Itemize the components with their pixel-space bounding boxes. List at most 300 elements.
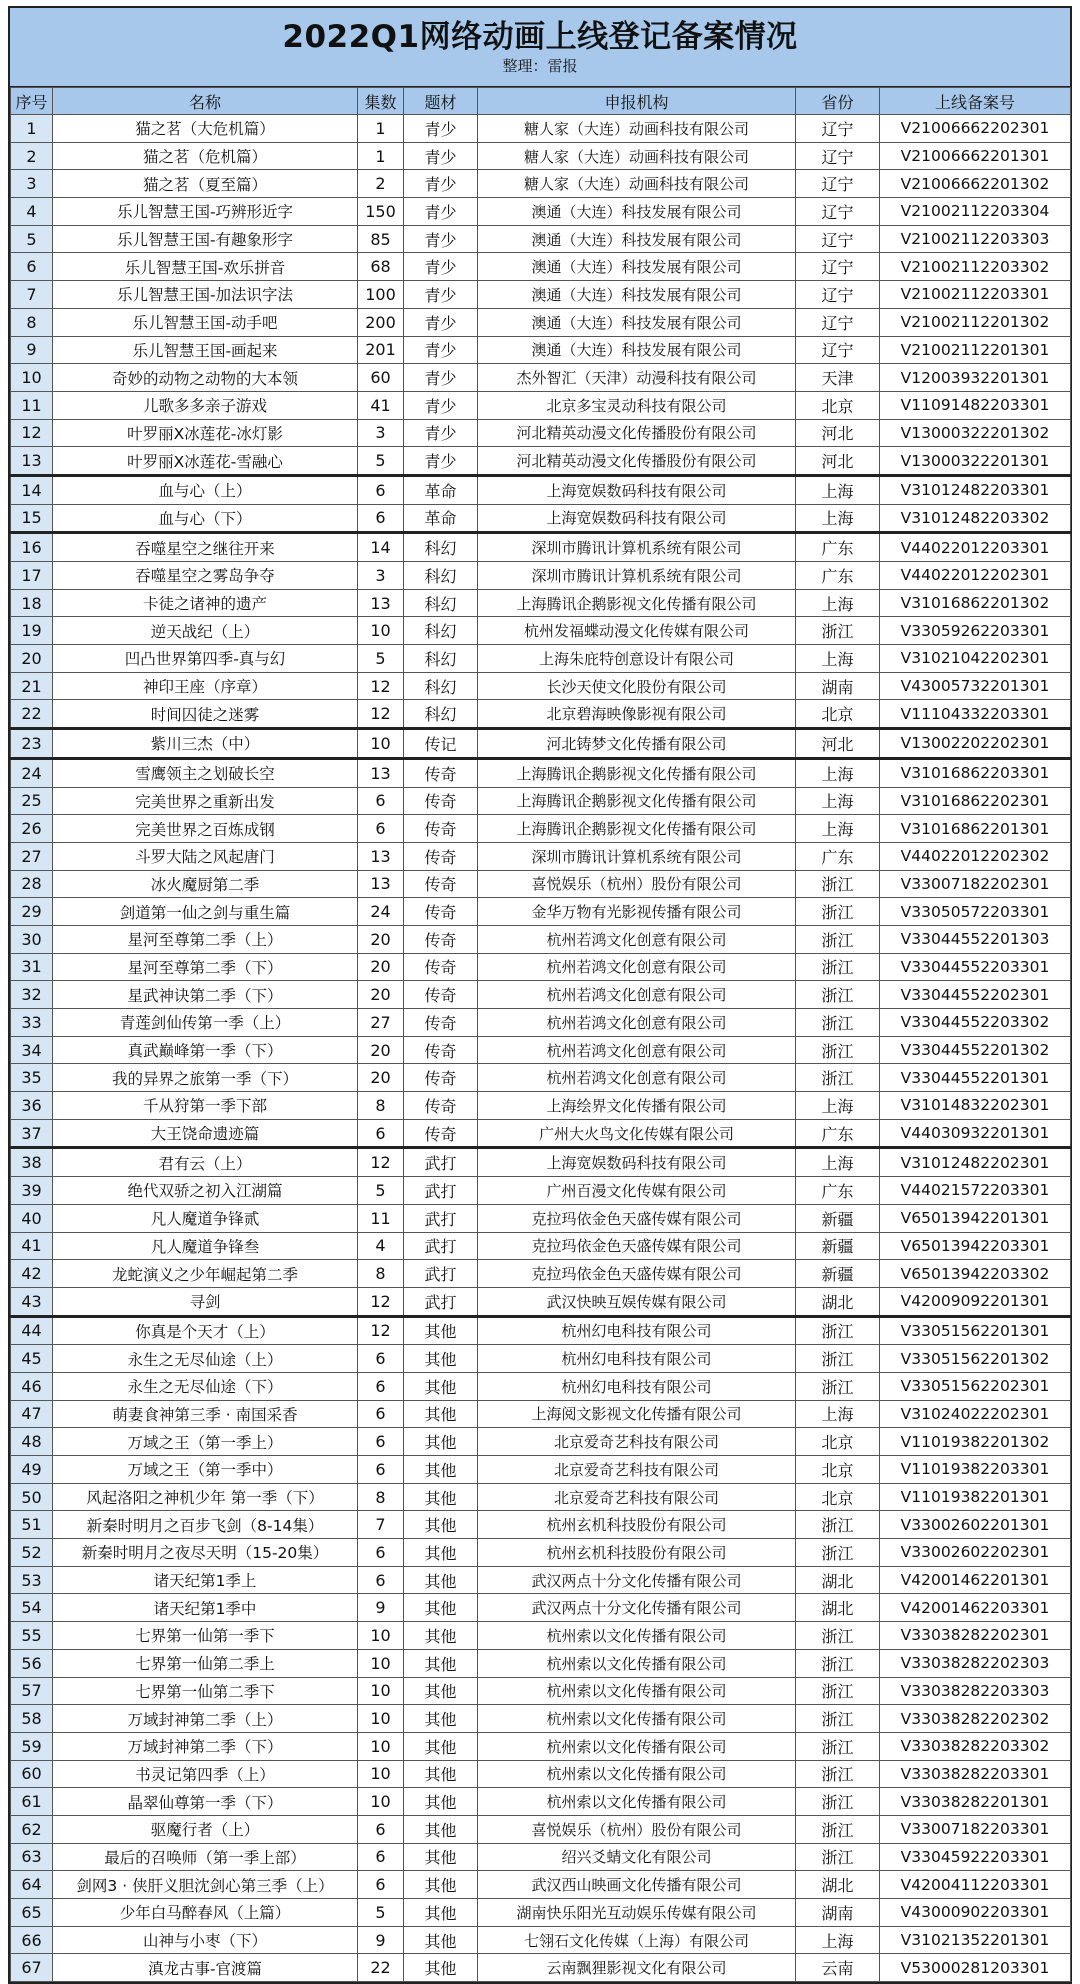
episodes-cell: 10 <box>358 617 404 645</box>
animation-name-cell: 新秦时明月之夜尽天明（15-20集） <box>53 1539 358 1567</box>
row-index-cell: 33 <box>11 1009 53 1037</box>
record-number-cell: V33002602202301 <box>880 1539 1071 1567</box>
row-index-cell: 30 <box>11 925 53 953</box>
record-number-cell: V65013942203301 <box>880 1232 1071 1260</box>
record-number-cell: V65013942203302 <box>880 1260 1071 1288</box>
organization-cell: 克拉玛依金色天盛传媒有限公司 <box>478 1204 796 1232</box>
genre-cell: 其他 <box>404 1400 478 1428</box>
province-cell: 湖南 <box>796 672 880 700</box>
row-index-cell: 66 <box>11 1926 53 1954</box>
genre-cell: 青少 <box>404 253 478 281</box>
organization-cell: 澳通（大连）科技发展有限公司 <box>478 253 796 281</box>
animation-name-cell: 风起洛阳之神机少年 第一季（下） <box>53 1483 358 1511</box>
row-index-cell: 19 <box>11 617 53 645</box>
province-cell: 上海 <box>796 475 880 504</box>
organization-cell: 杭州若鸿文化创意有限公司 <box>478 925 796 953</box>
table-header <box>11 88 1071 115</box>
episodes-cell: 10 <box>358 1732 404 1760</box>
genre-cell: 传奇 <box>404 1092 478 1120</box>
table-row <box>11 1316 1071 1345</box>
genre-cell: 科幻 <box>404 617 478 645</box>
row-index-cell: 1 <box>11 115 53 143</box>
animation-name-cell: 斗罗大陆之风起唐门 <box>53 842 358 870</box>
organization-cell: 上海宽娱数码科技有限公司 <box>478 504 796 533</box>
province-cell: 上海 <box>796 1400 880 1428</box>
page-subtitle: 整理：雷报 <box>502 57 578 75</box>
organization-cell: 长沙天使文化股份有限公司 <box>478 672 796 700</box>
animation-name-cell: 万域封神第二季（上） <box>53 1705 358 1733</box>
province-cell: 新疆 <box>796 1232 880 1260</box>
organization-cell: 绍兴爻蜻文化有限公司 <box>478 1843 796 1871</box>
organization-cell: 杭州若鸿文化创意有限公司 <box>478 1036 796 1064</box>
province-cell: 辽宁 <box>796 170 880 198</box>
animation-name-cell: 寻剑 <box>53 1287 358 1316</box>
record-number-cell: V44022012203301 <box>880 533 1071 562</box>
row-index-cell: 17 <box>11 562 53 590</box>
row-index-cell: 39 <box>11 1177 53 1205</box>
genre-cell: 其他 <box>404 1815 478 1843</box>
animation-name-cell: 永生之无尽仙途（上） <box>53 1345 358 1373</box>
genre-cell: 其他 <box>404 1677 478 1705</box>
genre-cell: 青少 <box>404 115 478 143</box>
row-index-cell: 64 <box>11 1871 53 1899</box>
episodes-cell: 7 <box>358 1511 404 1539</box>
record-number-cell: V11091482203301 <box>880 391 1071 419</box>
animation-name-cell: 乐儿智慧王国-欢乐拼音 <box>53 253 358 281</box>
row-index-cell: 35 <box>11 1064 53 1092</box>
animation-name-cell: 真武巅峰第一季（下） <box>53 1036 358 1064</box>
table-row <box>11 336 1071 364</box>
row-index-cell: 10 <box>11 364 53 392</box>
record-number-cell: V13000322201302 <box>880 419 1071 447</box>
record-number-cell: V33051562201302 <box>880 1345 1071 1373</box>
table-row <box>11 1260 1071 1288</box>
genre-cell: 其他 <box>404 1843 478 1871</box>
record-number-cell: V21002112203303 <box>880 225 1071 253</box>
table-row <box>11 1843 1071 1871</box>
row-index-cell: 57 <box>11 1677 53 1705</box>
record-number-cell: V33038282202301 <box>880 1622 1071 1650</box>
row-index-cell: 41 <box>11 1232 53 1260</box>
animation-name-cell: 叶罗丽X冰莲花-冰灯影 <box>53 419 358 447</box>
table-row <box>11 142 1071 170</box>
animation-name-cell: 最后的召唤师（第一季上部） <box>53 1843 358 1871</box>
record-number-cell: V33044552203301 <box>880 953 1071 981</box>
episodes-cell: 68 <box>358 253 404 281</box>
table-row <box>11 1287 1071 1316</box>
record-number-cell: V31016862201302 <box>880 589 1071 617</box>
episodes-cell: 6 <box>358 1843 404 1871</box>
column-header-name: 名称 <box>53 88 358 115</box>
episodes-cell: 150 <box>358 198 404 226</box>
episodes-cell: 24 <box>358 898 404 926</box>
record-number-cell: V21006662201302 <box>880 170 1071 198</box>
organization-cell: 澳通（大连）科技发展有限公司 <box>478 225 796 253</box>
episodes-cell: 5 <box>358 447 404 476</box>
organization-cell: 杭州幻电科技有限公司 <box>478 1345 796 1373</box>
episodes-cell: 10 <box>358 1677 404 1705</box>
column-header-episodes: 集数 <box>358 88 404 115</box>
table-row <box>11 198 1071 226</box>
record-number-cell: V33044552203302 <box>880 1009 1071 1037</box>
episodes-cell: 8 <box>358 1260 404 1288</box>
episodes-cell: 6 <box>358 1566 404 1594</box>
organization-cell: 广州大火鸟文化传媒有限公司 <box>478 1119 796 1148</box>
episodes-cell: 4 <box>358 1232 404 1260</box>
province-cell: 辽宁 <box>796 336 880 364</box>
genre-cell: 传记 <box>404 729 478 759</box>
genre-cell: 青少 <box>404 281 478 309</box>
genre-cell: 其他 <box>404 1732 478 1760</box>
record-number-cell: V33045922203301 <box>880 1843 1071 1871</box>
genre-cell: 青少 <box>404 364 478 392</box>
table-row <box>11 1594 1071 1622</box>
table-row <box>11 1760 1071 1788</box>
table-row <box>11 898 1071 926</box>
province-cell: 北京 <box>796 700 880 729</box>
table-row <box>11 1232 1071 1260</box>
animation-name-cell: 星河至尊第二季（下） <box>53 953 358 981</box>
organization-cell: 上海宽娱数码科技有限公司 <box>478 475 796 504</box>
record-number-cell: V21002112203304 <box>880 198 1071 226</box>
organization-cell: 杭州若鸿文化创意有限公司 <box>478 953 796 981</box>
genre-cell: 传奇 <box>404 758 478 787</box>
genre-cell: 其他 <box>404 1788 478 1816</box>
table-row <box>11 1400 1071 1428</box>
episodes-cell: 9 <box>358 1926 404 1954</box>
organization-cell: 杭州索以文化传播有限公司 <box>478 1705 796 1733</box>
episodes-cell: 12 <box>358 700 404 729</box>
record-number-cell: V11019382201302 <box>880 1428 1071 1456</box>
animation-name-cell: 冰火魔厨第二季 <box>53 870 358 898</box>
province-cell: 河北 <box>796 729 880 759</box>
animation-name-cell: 晶翠仙尊第一季（下） <box>53 1788 358 1816</box>
organization-cell: 喜悦娱乐（杭州）股份有限公司 <box>478 870 796 898</box>
table-row <box>11 1677 1071 1705</box>
record-number-cell: V33044552202301 <box>880 981 1071 1009</box>
genre-cell: 其他 <box>404 1539 478 1567</box>
animation-name-cell: 凹凸世界第四季-真与幻 <box>53 645 358 673</box>
organization-cell: 杭州若鸿文化创意有限公司 <box>478 981 796 1009</box>
row-index-cell: 58 <box>11 1705 53 1733</box>
episodes-cell: 10 <box>358 1705 404 1733</box>
animation-name-cell: 乐儿智慧王国-画起来 <box>53 336 358 364</box>
record-number-cell: V33050572203301 <box>880 898 1071 926</box>
genre-cell: 青少 <box>404 336 478 364</box>
table-row <box>11 815 1071 843</box>
row-index-cell: 62 <box>11 1815 53 1843</box>
organization-cell: 杭州索以文化传播有限公司 <box>478 1677 796 1705</box>
row-index-cell: 60 <box>11 1760 53 1788</box>
table-row <box>11 364 1071 392</box>
table-row <box>11 981 1071 1009</box>
province-cell: 浙江 <box>796 1760 880 1788</box>
episodes-cell: 8 <box>358 1483 404 1511</box>
episodes-cell: 6 <box>358 815 404 843</box>
animation-name-cell: 神印王座（序章） <box>53 672 358 700</box>
row-index-cell: 45 <box>11 1345 53 1373</box>
province-cell: 上海 <box>796 815 880 843</box>
row-index-cell: 34 <box>11 1036 53 1064</box>
row-index-cell: 47 <box>11 1400 53 1428</box>
organization-cell: 北京碧海映像影视有限公司 <box>478 700 796 729</box>
province-cell: 湖北 <box>796 1594 880 1622</box>
row-index-cell: 18 <box>11 589 53 617</box>
organization-cell: 杭州若鸿文化创意有限公司 <box>478 1064 796 1092</box>
province-cell: 浙江 <box>796 981 880 1009</box>
province-cell: 上海 <box>796 1092 880 1120</box>
episodes-cell: 6 <box>358 1428 404 1456</box>
table-row <box>11 115 1071 143</box>
record-number-cell: V21002112201301 <box>880 336 1071 364</box>
province-cell: 浙江 <box>796 1064 880 1092</box>
genre-cell: 武打 <box>404 1260 478 1288</box>
organization-cell: 深圳市腾讯计算机系统有限公司 <box>478 533 796 562</box>
row-index-cell: 11 <box>11 391 53 419</box>
genre-cell: 其他 <box>404 1483 478 1511</box>
province-cell: 辽宁 <box>796 198 880 226</box>
province-cell: 浙江 <box>796 1732 880 1760</box>
episodes-cell: 6 <box>358 1119 404 1148</box>
episodes-cell: 22 <box>358 1954 404 1982</box>
table-row <box>11 504 1071 533</box>
table-row <box>11 1345 1071 1373</box>
genre-cell: 传奇 <box>404 953 478 981</box>
organization-cell: 上海腾讯企鹅影视文化传播有限公司 <box>478 787 796 815</box>
province-cell: 浙江 <box>796 617 880 645</box>
animation-name-cell: 猫之茗（危机篇） <box>53 142 358 170</box>
record-number-cell: V33044552201301 <box>880 1064 1071 1092</box>
episodes-cell: 201 <box>358 336 404 364</box>
genre-cell: 传奇 <box>404 870 478 898</box>
genre-cell: 其他 <box>404 1954 478 1982</box>
animation-name-cell: 山神与小枣（下） <box>53 1926 358 1954</box>
animation-name-cell: 剑道第一仙之剑与重生篇 <box>53 898 358 926</box>
genre-cell: 传奇 <box>404 842 478 870</box>
animation-name-cell: 乐儿智慧王国-有趣象形字 <box>53 225 358 253</box>
episodes-cell: 20 <box>358 953 404 981</box>
animation-name-cell: 君有云（上） <box>53 1148 358 1177</box>
province-cell: 辽宁 <box>796 281 880 309</box>
table-row <box>11 1732 1071 1760</box>
animation-name-cell: 万域之王（第一季上） <box>53 1428 358 1456</box>
record-number-cell: V11019382203301 <box>880 1456 1071 1484</box>
organization-cell: 杭州玄机科技股份有限公司 <box>478 1539 796 1567</box>
genre-cell: 其他 <box>404 1566 478 1594</box>
province-cell: 广东 <box>796 562 880 590</box>
row-index-cell: 52 <box>11 1539 53 1567</box>
record-number-cell: V33038282203301 <box>880 1760 1071 1788</box>
genre-cell: 青少 <box>404 308 478 336</box>
table-row <box>11 1511 1071 1539</box>
row-index-cell: 12 <box>11 419 53 447</box>
row-index-cell: 14 <box>11 475 53 504</box>
row-index-cell: 6 <box>11 253 53 281</box>
record-number-cell: V42004112203301 <box>880 1871 1071 1899</box>
table-row <box>11 1428 1071 1456</box>
episodes-cell: 10 <box>358 1788 404 1816</box>
row-index-cell: 3 <box>11 170 53 198</box>
genre-cell: 武打 <box>404 1148 478 1177</box>
animation-name-cell: 万域之王（第一季中） <box>53 1456 358 1484</box>
animation-name-cell: 七界第一仙第一季下 <box>53 1622 358 1650</box>
organization-cell: 杭州索以文化传播有限公司 <box>478 1760 796 1788</box>
genre-cell: 其他 <box>404 1705 478 1733</box>
organization-cell: 喜悦娱乐（杭州）股份有限公司 <box>478 1815 796 1843</box>
row-index-cell: 49 <box>11 1456 53 1484</box>
organization-cell: 武汉快映互娱传媒有限公司 <box>478 1287 796 1316</box>
province-cell: 上海 <box>796 1926 880 1954</box>
organization-cell: 克拉玛依金色天盛传媒有限公司 <box>478 1232 796 1260</box>
episodes-cell: 6 <box>358 1345 404 1373</box>
province-cell: 浙江 <box>796 925 880 953</box>
row-index-cell: 26 <box>11 815 53 843</box>
record-number-cell: V31016862202301 <box>880 787 1071 815</box>
record-number-cell: V31012482203302 <box>880 504 1071 533</box>
table-row <box>11 842 1071 870</box>
animation-name-cell: 萌妻食神第三季 · 南国采香 <box>53 1400 358 1428</box>
row-index-cell: 56 <box>11 1649 53 1677</box>
table-row <box>11 672 1071 700</box>
province-cell: 浙江 <box>796 953 880 981</box>
province-cell: 辽宁 <box>796 308 880 336</box>
row-index-cell: 16 <box>11 533 53 562</box>
episodes-cell: 13 <box>358 758 404 787</box>
episodes-cell: 5 <box>358 1177 404 1205</box>
animation-name-cell: 血与心（上） <box>53 475 358 504</box>
column-header-organization: 申报机构 <box>478 88 796 115</box>
province-cell: 上海 <box>796 645 880 673</box>
genre-cell: 科幻 <box>404 700 478 729</box>
genre-cell: 传奇 <box>404 787 478 815</box>
table-row <box>11 475 1071 504</box>
animation-name-cell: 完美世界之重新出发 <box>53 787 358 815</box>
organization-cell: 杭州索以文化传播有限公司 <box>478 1622 796 1650</box>
episodes-cell: 13 <box>358 589 404 617</box>
row-index-cell: 53 <box>11 1566 53 1594</box>
province-cell: 天津 <box>796 364 880 392</box>
animation-name-cell: 七界第一仙第二季上 <box>53 1649 358 1677</box>
record-number-cell: V33038282202302 <box>880 1705 1071 1733</box>
record-number-cell: V31021352201301 <box>880 1926 1071 1954</box>
genre-cell: 其他 <box>404 1372 478 1400</box>
province-cell: 浙江 <box>796 1705 880 1733</box>
animation-name-cell: 少年白马醉春风（上篇） <box>53 1899 358 1927</box>
row-index-cell: 36 <box>11 1092 53 1120</box>
organization-cell: 广州百漫文化传媒有限公司 <box>478 1177 796 1205</box>
episodes-cell: 3 <box>358 419 404 447</box>
row-index-cell: 40 <box>11 1204 53 1232</box>
episodes-cell: 9 <box>358 1594 404 1622</box>
genre-cell: 青少 <box>404 447 478 476</box>
animation-name-cell: 诸天纪第1季中 <box>53 1594 358 1622</box>
row-index-cell: 9 <box>11 336 53 364</box>
table-row <box>11 700 1071 729</box>
province-cell: 浙江 <box>796 1622 880 1650</box>
province-cell: 浙江 <box>796 1843 880 1871</box>
organization-cell: 杭州若鸿文化创意有限公司 <box>478 1009 796 1037</box>
row-index-cell: 22 <box>11 700 53 729</box>
organization-cell: 杭州索以文化传播有限公司 <box>478 1788 796 1816</box>
episodes-cell: 12 <box>358 1316 404 1345</box>
organization-cell: 河北铸梦文化传播有限公司 <box>478 729 796 759</box>
animation-name-cell: 万域封神第二季（下） <box>53 1732 358 1760</box>
row-index-cell: 13 <box>11 447 53 476</box>
row-index-cell: 4 <box>11 198 53 226</box>
animation-name-cell: 龙蛇演义之少年崛起第二季 <box>53 1260 358 1288</box>
animation-name-cell: 完美世界之百炼成钢 <box>53 815 358 843</box>
episodes-cell: 27 <box>358 1009 404 1037</box>
province-cell: 北京 <box>796 1483 880 1511</box>
animation-name-cell: 诸天纪第1季上 <box>53 1566 358 1594</box>
province-cell: 浙江 <box>796 1511 880 1539</box>
title-block <box>10 8 1070 87</box>
row-index-cell: 25 <box>11 787 53 815</box>
organization-cell: 上海宽娱数码科技有限公司 <box>478 1148 796 1177</box>
episodes-cell: 200 <box>358 308 404 336</box>
table-row <box>11 225 1071 253</box>
province-cell: 上海 <box>796 1148 880 1177</box>
row-index-cell: 44 <box>11 1316 53 1345</box>
record-number-cell: V11019382201301 <box>880 1483 1071 1511</box>
episodes-cell: 6 <box>358 1456 404 1484</box>
episodes-cell: 3 <box>358 562 404 590</box>
organization-cell: 武汉两点十分文化传播有限公司 <box>478 1566 796 1594</box>
province-cell: 浙江 <box>796 1345 880 1373</box>
organization-cell: 武汉西山映画文化传播有限公司 <box>478 1871 796 1899</box>
record-number-cell: V44021572203301 <box>880 1177 1071 1205</box>
record-number-cell: V31012482202301 <box>880 1148 1071 1177</box>
animation-name-cell: 新秦时明月之百步飞剑（8-14集） <box>53 1511 358 1539</box>
province-cell: 辽宁 <box>796 253 880 281</box>
record-number-cell: V11104332203301 <box>880 700 1071 729</box>
province-cell: 浙江 <box>796 870 880 898</box>
episodes-cell: 10 <box>358 729 404 759</box>
province-cell: 浙江 <box>796 898 880 926</box>
record-number-cell: V33059262203301 <box>880 617 1071 645</box>
episodes-cell: 6 <box>358 1400 404 1428</box>
row-index-cell: 65 <box>11 1899 53 1927</box>
row-index-cell: 54 <box>11 1594 53 1622</box>
record-number-cell: V13002202202301 <box>880 729 1071 759</box>
record-number-cell: V21002112203302 <box>880 253 1071 281</box>
row-index-cell: 8 <box>11 308 53 336</box>
province-cell: 上海 <box>796 504 880 533</box>
animation-name-cell: 我的异界之旅第一季（下） <box>53 1064 358 1092</box>
episodes-cell: 14 <box>358 533 404 562</box>
episodes-cell: 6 <box>358 1871 404 1899</box>
genre-cell: 科幻 <box>404 562 478 590</box>
genre-cell: 其他 <box>404 1316 478 1345</box>
record-number-cell: V53000281203301 <box>880 1954 1071 1982</box>
table-row <box>11 645 1071 673</box>
genre-cell: 青少 <box>404 170 478 198</box>
animation-name-cell: 血与心（下） <box>53 504 358 533</box>
episodes-cell: 10 <box>358 1649 404 1677</box>
genre-cell: 科幻 <box>404 672 478 700</box>
organization-cell: 上海绘界文化传播有限公司 <box>478 1092 796 1120</box>
record-sheet <box>8 6 1072 1984</box>
episodes-cell: 100 <box>358 281 404 309</box>
organization-cell: 上海腾讯企鹅影视文化传播有限公司 <box>478 589 796 617</box>
organization-cell: 糖人家（大连）动画科技有限公司 <box>478 142 796 170</box>
animation-name-cell: 星武神诀第二季（下） <box>53 981 358 1009</box>
table-row <box>11 1372 1071 1400</box>
animation-name-cell: 时间囚徒之迷雾 <box>53 700 358 729</box>
animation-name-cell: 大王饶命遗迹篇 <box>53 1119 358 1148</box>
episodes-cell: 6 <box>358 504 404 533</box>
organization-cell: 河北精英动漫文化传播股份有限公司 <box>478 447 796 476</box>
